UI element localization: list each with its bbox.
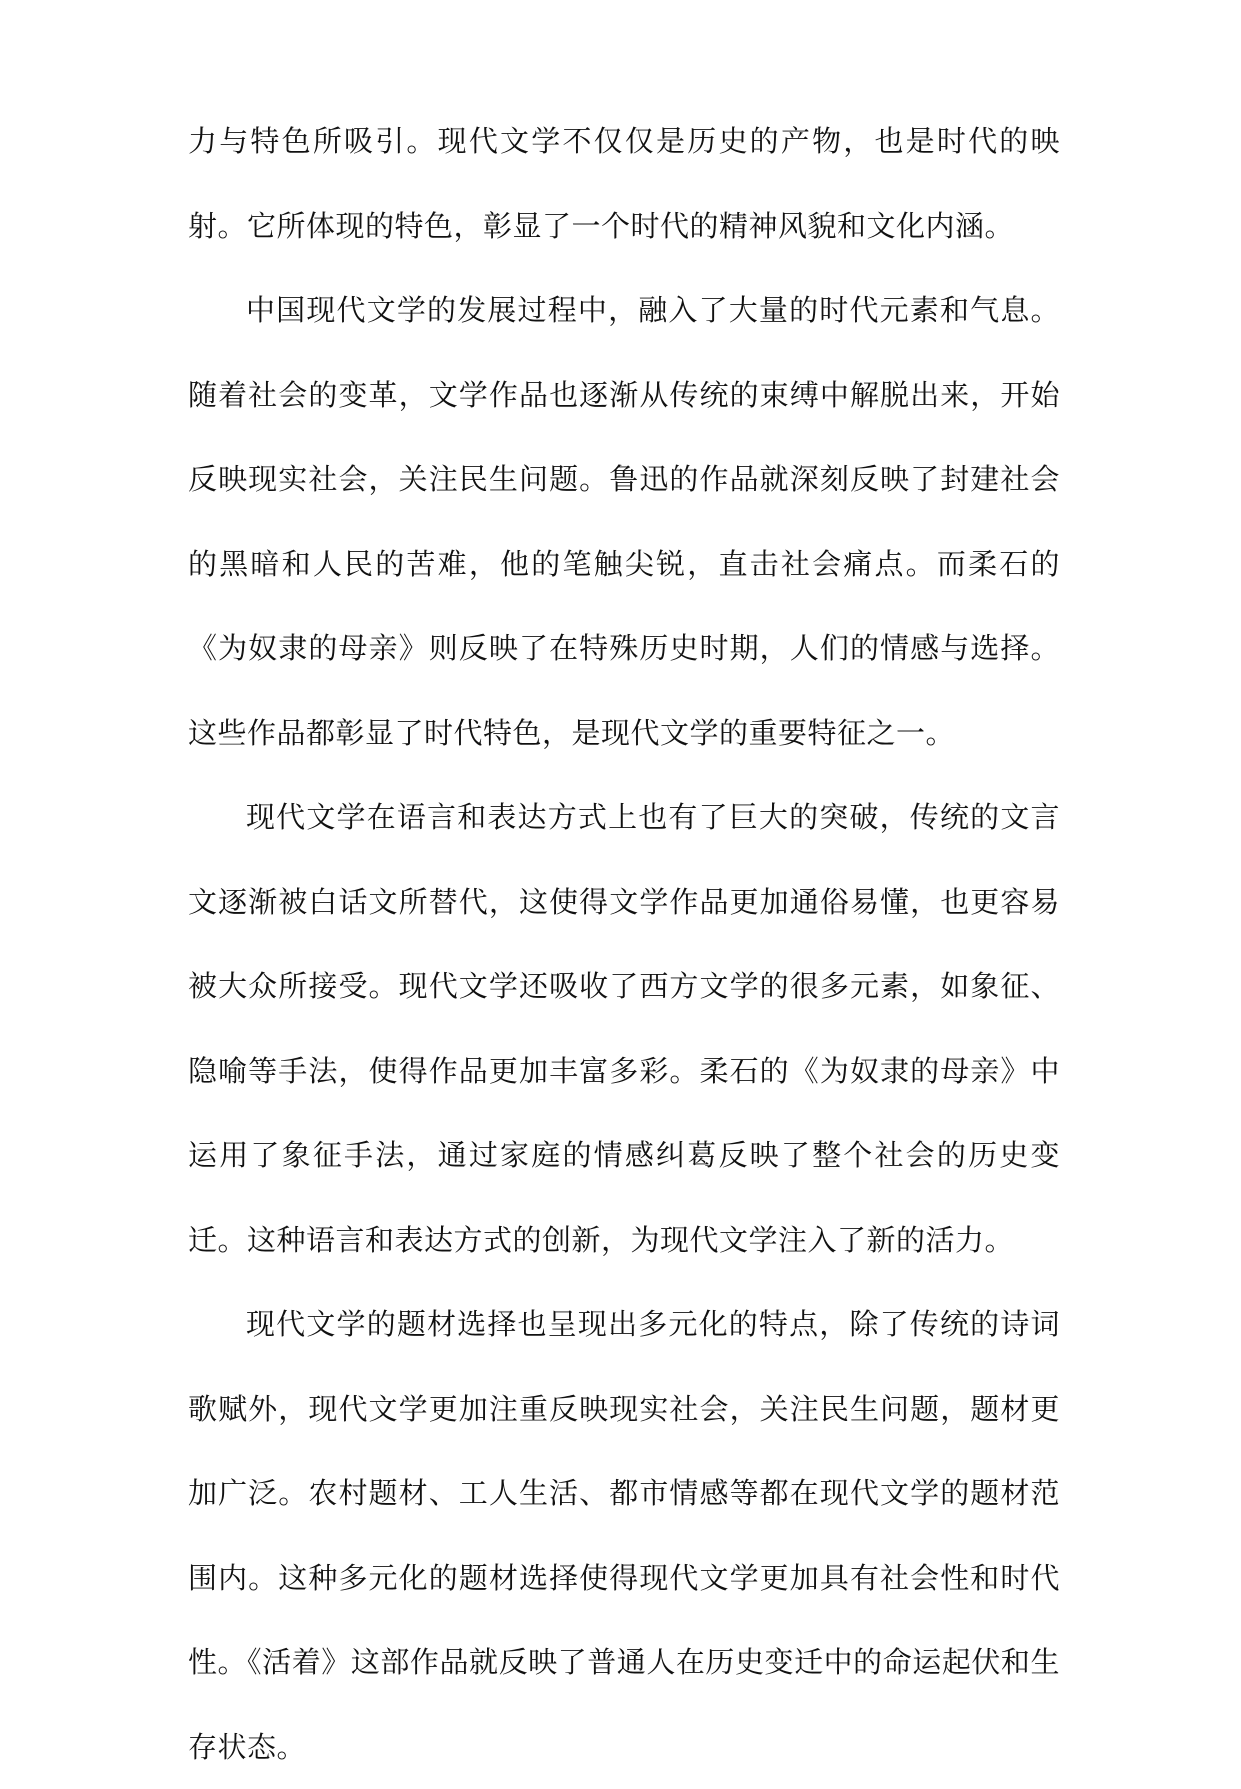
paragraph-2: 中国现代文学的发展过程中，融入了大量的时代元素和气息。随着社会的变革，文学作品也逐渐从传统的束缚中解脱出来，开始反映现实社会，关注民生问题。鲁迅的作品就深刻反映了封建社会的黑暗和人民的苦难，他的笔触尖锐，直击社会痛点。而柔石的《为奴隶的母亲》则反映了在特殊历史时期，人们的情感与选择。这些作品都彰显了时代特色，是现代文学的重要特征之一。 (188, 293, 1060, 750)
paragraph-3: 现代文学在语言和表达方式上也有了巨大的突破，传统的文言文逐渐被白话文所替代，这使得文学作品更加通俗易懂，也更容易被大众所接受。现代文学还吸收了西方文学的很多元素，如象征、隐喻等手法，使得作品更加丰富多彩。柔石的《为奴隶的母亲》中运用了象征手法，通过家庭的情感纠葛反映了整个社会的历史变迁。这种语言和表达方式的创新，为现代文学注入了新的活力。 (188, 800, 1060, 1257)
paragraph-4: 现代文学的题材选择也呈现出多元化的特点，除了传统的诗词歌赋外，现代文学更加注重反映现实社会，关注民生问题，题材更加广泛。农村题材、工人生活、都市情感等都在现代文学的题材范围内。这种多元化的题材选择使得现代文学更加具有社会性和时代性。《活着》这部作品就反映了普通人在历史变迁中的命运起伏和生存状态。 (188, 1307, 1060, 1764)
paragraph-1: 力与特色所吸引。现代文学不仅仅是历史的产物，也是时代的映射。它所体现的特色，彰显了一个时代的精神风貌和文化内涵。 (188, 124, 1060, 243)
body-text (188, 99, 1060, 1789)
